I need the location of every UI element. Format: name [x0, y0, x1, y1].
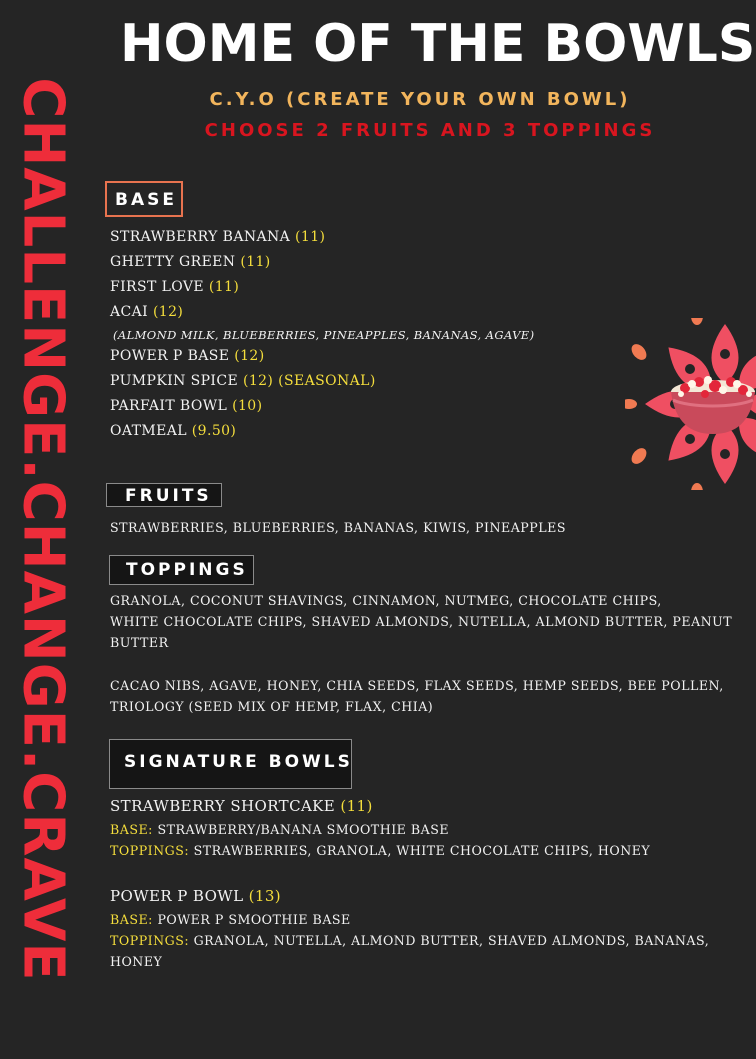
base-item-price: (12)	[234, 348, 265, 364]
page-title: HOME OF THE BOWLS	[120, 14, 756, 74]
signature-heading-label: SIGNATURE BOWLS	[124, 752, 353, 772]
base-label: BASE:	[110, 912, 153, 927]
signature-bowl-name: STRAWBERRY SHORTCAKE	[110, 797, 336, 815]
signature-bowl-name: POWER P BOWL	[110, 887, 244, 905]
base-item-price: (12) (SEASONAL)	[242, 373, 376, 389]
side-slogan	[8, 0, 78, 1059]
signature-bowl-toppings-cont: HONEY	[110, 954, 163, 969]
toppings-heading-label: TOPPINGS	[126, 560, 248, 580]
base-item-name: OATMEAL	[110, 423, 187, 439]
signature-bowl-price: (11)	[340, 797, 373, 815]
base-item-name: PARFAIT BOWL	[110, 398, 228, 414]
base-item	[110, 254, 271, 270]
base-item	[110, 373, 376, 389]
toppings-heading	[109, 555, 254, 585]
base-item-price: (9.50)	[191, 423, 237, 439]
signature-bowl-base	[110, 822, 449, 837]
page-subtitle: C.Y.O (CREATE YOUR OWN BOWL)	[209, 89, 631, 110]
base-item	[110, 423, 236, 439]
fruits-list: STRAWBERRIES, BLUEBERRIES, BANANAS, KIWIS, PINEAPPLES	[110, 520, 566, 535]
fruits-heading-label: FRUITS	[125, 486, 212, 506]
toppings-line: TRIOLOGY (SEED MIX OF HEMP, FLAX, CHIA)	[110, 699, 434, 714]
toppings-line: WHITE CHOCOLATE CHIPS, SHAVED ALMONDS, NUTELLA, ALMOND BUTTER, PEANUT	[110, 614, 733, 629]
base-item	[110, 348, 265, 364]
base-label: BASE:	[110, 822, 153, 837]
base-heading	[105, 181, 183, 217]
signature-heading	[109, 739, 352, 789]
signature-bowl-price: (13)	[248, 887, 282, 905]
signature-bowl-toppings	[110, 933, 709, 948]
base-heading-label: BASE	[115, 190, 177, 210]
toppings-line: BUTTER	[110, 635, 169, 650]
base-item-name: ACAI	[110, 304, 149, 320]
toppings-value: STRAWBERRIES, GRANOLA, WHITE CHOCOLATE CHIPS, HONEY	[193, 843, 651, 858]
base-item-price: (11)	[208, 279, 240, 295]
base-item-name: GHETTY GREEN	[110, 254, 236, 270]
acai-ingredients-note: (ALMOND MILK, BLUEBERRIES, PINEAPPLES, BANANAS, AGAVE)	[113, 328, 535, 342]
base-item-name: FIRST LOVE	[110, 279, 205, 295]
signature-bowl-toppings	[110, 843, 650, 858]
toppings-label: TOPPINGS:	[110, 933, 190, 948]
toppings-line: GRANOLA, COCONUT SHAVINGS, CINNAMON, NUTMEG, CHOCOLATE CHIPS,	[110, 593, 662, 608]
base-item	[110, 304, 183, 320]
base-item	[110, 279, 239, 295]
base-item-price: (10)	[232, 398, 263, 414]
toppings-line: CACAO NIBS, AGAVE, HONEY, CHIA SEEDS, FLAX SEEDS, HEMP SEEDS, BEE POLLEN,	[110, 678, 724, 693]
base-item-price: (11)	[240, 254, 271, 270]
base-item-price: (11)	[295, 229, 326, 245]
side-slogan-text: CHALLENGE.CHANGE.CRAVE	[10, 77, 76, 982]
page-instruction: CHOOSE 2 FRUITS AND 3 TOPPINGS	[204, 120, 656, 141]
toppings-label: TOPPINGS:	[110, 843, 190, 858]
signature-bowl-title	[110, 797, 373, 815]
signature-bowl-title	[110, 887, 281, 905]
base-item-name: POWER P BASE	[110, 348, 230, 364]
fruits-heading	[106, 483, 222, 507]
base-item-price: (12)	[152, 304, 184, 320]
signature-bowl-base	[110, 912, 351, 927]
base-item	[110, 398, 262, 414]
base-value: STRAWBERRY/BANANA SMOOTHIE BASE	[157, 822, 450, 837]
base-item-name: STRAWBERRY BANANA	[110, 229, 291, 245]
bowl-photo	[625, 318, 756, 490]
base-value: POWER P SMOOTHIE BASE	[157, 912, 351, 927]
base-item	[110, 229, 325, 245]
toppings-value: GRANOLA, NUTELLA, ALMOND BUTTER, SHAVED ALMONDS, BANANAS,	[193, 933, 710, 948]
base-item-name: PUMPKIN SPICE	[110, 373, 239, 389]
